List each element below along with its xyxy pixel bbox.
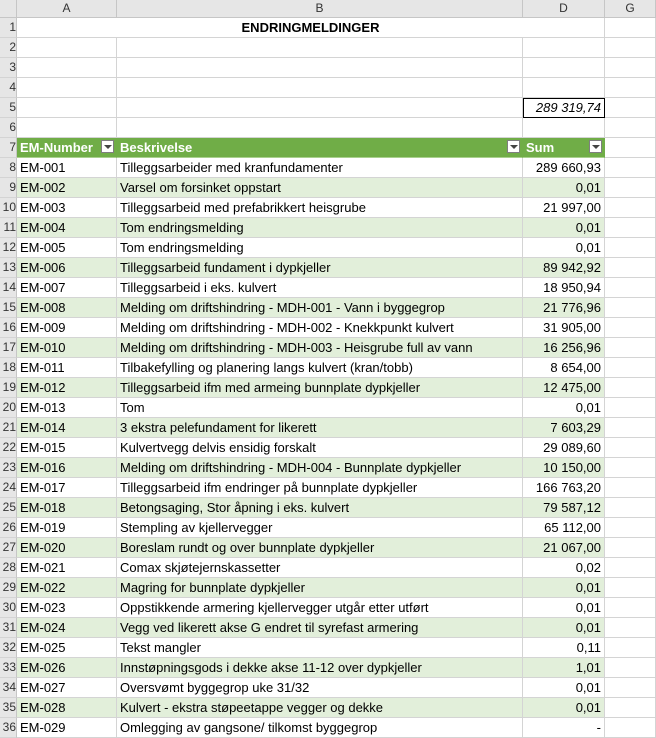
row-header[interactable]: 9 bbox=[0, 178, 17, 198]
filter-dropdown-icon[interactable] bbox=[101, 140, 114, 153]
sum-cell[interactable]: 12 475,00 bbox=[523, 378, 605, 398]
description-cell[interactable]: Tekst mangler bbox=[117, 638, 523, 658]
row-header[interactable]: 15 bbox=[0, 298, 17, 318]
grid-cell[interactable] bbox=[605, 698, 656, 718]
description-cell[interactable]: Tom endringsmelding bbox=[117, 218, 523, 238]
sum-cell[interactable]: 0,11 bbox=[523, 638, 605, 658]
sum-cell[interactable]: - bbox=[523, 718, 605, 738]
sum-cell[interactable]: 18 950,94 bbox=[523, 278, 605, 298]
grid-cell[interactable] bbox=[605, 638, 656, 658]
row-header[interactable]: 18 bbox=[0, 358, 17, 378]
grid-cell[interactable] bbox=[17, 58, 117, 78]
sum-cell[interactable]: 21 776,96 bbox=[523, 298, 605, 318]
sum-cell[interactable]: 0,01 bbox=[523, 598, 605, 618]
grid-cell[interactable] bbox=[605, 498, 656, 518]
em-number-cell[interactable]: EM-007 bbox=[17, 278, 117, 298]
header-sum-label: Sum bbox=[526, 140, 555, 155]
sum-cell[interactable]: 0,01 bbox=[523, 698, 605, 718]
grid-cell[interactable] bbox=[605, 138, 656, 158]
em-number-cell[interactable]: EM-028 bbox=[17, 698, 117, 718]
em-number-cell[interactable]: EM-003 bbox=[17, 198, 117, 218]
row-header[interactable]: 4 bbox=[0, 78, 17, 98]
column-header-d[interactable]: D bbox=[523, 0, 605, 18]
description-cell[interactable]: Tilleggsarbeid ifm endringer på bunnplate dypkjeller bbox=[117, 478, 523, 498]
row-header[interactable]: 12 bbox=[0, 238, 17, 258]
row-header[interactable]: 27 bbox=[0, 538, 17, 558]
grid-cell[interactable] bbox=[17, 38, 117, 58]
em-number-cell[interactable]: EM-014 bbox=[17, 418, 117, 438]
row-header[interactable]: 25 bbox=[0, 498, 17, 518]
row-header[interactable]: 20 bbox=[0, 398, 17, 418]
sum-cell[interactable]: 0,01 bbox=[523, 678, 605, 698]
grid-cell[interactable] bbox=[605, 518, 656, 538]
description-cell[interactable]: Melding om driftshindring - MDH-004 - Bunnplate dypkjeller bbox=[117, 458, 523, 478]
description-cell[interactable]: Tilleggsarbeid i eks. kulvert bbox=[117, 278, 523, 298]
grid-cell[interactable] bbox=[605, 18, 656, 38]
column-header-a[interactable]: A bbox=[17, 0, 117, 18]
grid-cell[interactable] bbox=[605, 58, 656, 78]
grid-cell[interactable] bbox=[605, 658, 656, 678]
grid-cell[interactable] bbox=[605, 258, 656, 278]
grid-cell[interactable] bbox=[523, 118, 605, 138]
row-header[interactable]: 17 bbox=[0, 338, 17, 358]
row-header[interactable]: 7 bbox=[0, 138, 17, 158]
em-number-cell[interactable]: EM-020 bbox=[17, 538, 117, 558]
grid-cell[interactable] bbox=[605, 78, 656, 98]
em-number-cell[interactable]: EM-025 bbox=[17, 638, 117, 658]
sum-cell[interactable]: 10 150,00 bbox=[523, 458, 605, 478]
grid-cell[interactable] bbox=[605, 198, 656, 218]
total-sum[interactable]: 289 319,74 bbox=[523, 98, 605, 118]
grid-cell[interactable] bbox=[605, 558, 656, 578]
header-beskrivelse[interactable] bbox=[117, 138, 523, 158]
em-number-cell[interactable]: EM-011 bbox=[17, 358, 117, 378]
sum-cell[interactable]: 8 654,00 bbox=[523, 358, 605, 378]
grid-cell[interactable] bbox=[605, 358, 656, 378]
grid-cell[interactable] bbox=[605, 118, 656, 138]
grid-cell[interactable] bbox=[117, 58, 523, 78]
grid-cell[interactable] bbox=[17, 78, 117, 98]
sum-cell[interactable]: 0,01 bbox=[523, 238, 605, 258]
grid-cell[interactable] bbox=[605, 538, 656, 558]
row-header[interactable]: 35 bbox=[0, 698, 17, 718]
em-number-cell[interactable]: EM-019 bbox=[17, 518, 117, 538]
sum-cell[interactable]: 21 997,00 bbox=[523, 198, 605, 218]
row-header[interactable]: 6 bbox=[0, 118, 17, 138]
grid-cell[interactable] bbox=[605, 98, 656, 118]
sum-cell[interactable]: 0,01 bbox=[523, 398, 605, 418]
column-header-g[interactable]: G bbox=[605, 0, 656, 18]
header-em-number-label: EM-Number bbox=[20, 140, 93, 155]
description-cell[interactable]: Melding om driftshindring - MDH-002 - Knekkpunkt kulvert bbox=[117, 318, 523, 338]
grid-cell[interactable] bbox=[605, 178, 656, 198]
grid-cell[interactable] bbox=[523, 78, 605, 98]
grid-cell[interactable] bbox=[605, 398, 656, 418]
em-number-cell[interactable]: EM-009 bbox=[17, 318, 117, 338]
description-cell[interactable]: Comax skjøtejernskassetter bbox=[117, 558, 523, 578]
description-cell[interactable]: Stempling av kjellervegger bbox=[117, 518, 523, 538]
description-cell[interactable]: Magring for bunnplate dypkjeller bbox=[117, 578, 523, 598]
em-number-cell[interactable]: EM-029 bbox=[17, 718, 117, 738]
description-cell[interactable]: Melding om driftshindring - MDH-001 - Vann i byggegrop bbox=[117, 298, 523, 318]
row-header[interactable]: 11 bbox=[0, 218, 17, 238]
description-cell[interactable]: Boreslam rundt og over bunnplate dypkjeller bbox=[117, 538, 523, 558]
sum-cell[interactable]: 31 905,00 bbox=[523, 318, 605, 338]
grid-cell[interactable] bbox=[523, 38, 605, 58]
row-header[interactable]: 33 bbox=[0, 658, 17, 678]
filter-dropdown-icon[interactable] bbox=[507, 140, 520, 153]
row-header[interactable]: 1 bbox=[0, 18, 17, 38]
description-cell[interactable]: 3 ekstra pelefundament for likerett bbox=[117, 418, 523, 438]
sum-cell[interactable]: 0,02 bbox=[523, 558, 605, 578]
grid-cell[interactable] bbox=[605, 338, 656, 358]
description-cell[interactable]: Oversvømt byggegrop uke 31/32 bbox=[117, 678, 523, 698]
sum-cell[interactable]: 0,01 bbox=[523, 578, 605, 598]
column-header-b[interactable]: B bbox=[117, 0, 523, 18]
grid-cell[interactable] bbox=[605, 418, 656, 438]
sum-cell[interactable]: 89 942,92 bbox=[523, 258, 605, 278]
row-header[interactable]: 31 bbox=[0, 618, 17, 638]
description-cell[interactable]: Kulvert - ekstra støpeetappe vegger og dekke bbox=[117, 698, 523, 718]
description-cell[interactable]: Tom bbox=[117, 398, 523, 418]
em-number-cell[interactable]: EM-013 bbox=[17, 398, 117, 418]
em-number-cell[interactable]: EM-005 bbox=[17, 238, 117, 258]
grid-cell[interactable] bbox=[605, 158, 656, 178]
sum-cell[interactable]: 16 256,96 bbox=[523, 338, 605, 358]
description-cell[interactable]: Tilleggsarbeid med prefabrikkert heisgrube bbox=[117, 198, 523, 218]
select-all-corner[interactable] bbox=[0, 0, 17, 18]
row-header[interactable]: 8 bbox=[0, 158, 17, 178]
description-cell[interactable]: Kulvertvegg delvis ensidig forskalt bbox=[117, 438, 523, 458]
grid-cell[interactable] bbox=[605, 478, 656, 498]
grid-cell[interactable] bbox=[17, 98, 117, 118]
row-header[interactable]: 10 bbox=[0, 198, 17, 218]
grid-cell[interactable] bbox=[605, 618, 656, 638]
sum-cell[interactable]: 79 587,12 bbox=[523, 498, 605, 518]
description-cell[interactable]: Varsel om forsinket oppstart bbox=[117, 178, 523, 198]
description-cell[interactable]: Innstøpningsgods i dekke akse 11-12 over dypkjeller bbox=[117, 658, 523, 678]
grid-cell[interactable] bbox=[605, 718, 656, 738]
description-cell[interactable]: Tilbakefylling og planering langs kulvert (kran/tobb) bbox=[117, 358, 523, 378]
sum-cell[interactable]: 0,01 bbox=[523, 178, 605, 198]
grid-cell[interactable] bbox=[605, 278, 656, 298]
em-number-cell[interactable]: EM-022 bbox=[17, 578, 117, 598]
em-number-cell[interactable]: EM-021 bbox=[17, 558, 117, 578]
row-header[interactable]: 3 bbox=[0, 58, 17, 78]
row-header[interactable]: 2 bbox=[0, 38, 17, 58]
description-cell[interactable]: Tilleggsarbeid ifm med armeing bunnplate dypkjeller bbox=[117, 378, 523, 398]
description-cell[interactable]: Omlegging av gangsone/ tilkomst byggegrop bbox=[117, 718, 523, 738]
grid-cell[interactable] bbox=[605, 218, 656, 238]
row-header[interactable]: 21 bbox=[0, 418, 17, 438]
sum-cell[interactable]: 29 089,60 bbox=[523, 438, 605, 458]
description-cell[interactable]: Tilleggsarbeider med kranfundamenter bbox=[117, 158, 523, 178]
description-cell[interactable]: Tilleggsarbeid fundament i dypkjeller bbox=[117, 258, 523, 278]
row-header[interactable]: 32 bbox=[0, 638, 17, 658]
grid-cell[interactable] bbox=[605, 318, 656, 338]
row-header[interactable]: 19 bbox=[0, 378, 17, 398]
sum-cell[interactable]: 0,01 bbox=[523, 218, 605, 238]
description-cell[interactable]: Vegg ved likerett akse G endret til syrefast armering bbox=[117, 618, 523, 638]
em-number-cell[interactable]: EM-001 bbox=[17, 158, 117, 178]
em-number-cell[interactable]: EM-017 bbox=[17, 478, 117, 498]
em-number-cell[interactable]: EM-004 bbox=[17, 218, 117, 238]
sum-cell[interactable]: 21 067,00 bbox=[523, 538, 605, 558]
row-header[interactable]: 36 bbox=[0, 718, 17, 738]
grid-cell[interactable] bbox=[605, 598, 656, 618]
em-number-cell[interactable]: EM-012 bbox=[17, 378, 117, 398]
grid-cell[interactable] bbox=[605, 678, 656, 698]
row-header[interactable]: 13 bbox=[0, 258, 17, 278]
description-cell[interactable]: Melding om driftshindring - MDH-003 - Heisgrube full av vann bbox=[117, 338, 523, 358]
filter-dropdown-icon[interactable] bbox=[589, 140, 602, 153]
grid-cell[interactable] bbox=[605, 238, 656, 258]
em-number-cell[interactable]: EM-026 bbox=[17, 658, 117, 678]
em-number-cell[interactable]: EM-015 bbox=[17, 438, 117, 458]
grid-cell[interactable] bbox=[117, 118, 523, 138]
grid-cell[interactable] bbox=[605, 378, 656, 398]
em-number-cell[interactable]: EM-027 bbox=[17, 678, 117, 698]
sum-cell[interactable]: 289 660,93 bbox=[523, 158, 605, 178]
row-header[interactable]: 22 bbox=[0, 438, 17, 458]
em-number-cell[interactable]: EM-010 bbox=[17, 338, 117, 358]
sum-cell[interactable]: 0,01 bbox=[523, 618, 605, 638]
header-sum[interactable] bbox=[523, 138, 605, 158]
row-header[interactable]: 23 bbox=[0, 458, 17, 478]
grid-cell[interactable] bbox=[605, 438, 656, 458]
sum-cell[interactable]: 1,01 bbox=[523, 658, 605, 678]
grid-cell[interactable] bbox=[117, 38, 523, 58]
row-header[interactable]: 30 bbox=[0, 598, 17, 618]
row-header[interactable]: 16 bbox=[0, 318, 17, 338]
grid-cell[interactable] bbox=[17, 118, 117, 138]
em-number-cell[interactable]: EM-016 bbox=[17, 458, 117, 478]
grid-cell[interactable] bbox=[117, 78, 523, 98]
em-number-cell[interactable]: EM-024 bbox=[17, 618, 117, 638]
grid-cell[interactable] bbox=[117, 98, 523, 118]
sum-cell[interactable]: 7 603,29 bbox=[523, 418, 605, 438]
em-number-cell[interactable]: EM-018 bbox=[17, 498, 117, 518]
description-cell[interactable]: Oppstikkende armering kjellervegger utgår etter utført bbox=[117, 598, 523, 618]
row-header[interactable]: 29 bbox=[0, 578, 17, 598]
row-header[interactable]: 28 bbox=[0, 558, 17, 578]
grid-cell[interactable] bbox=[605, 298, 656, 318]
sum-cell[interactable]: 166 763,20 bbox=[523, 478, 605, 498]
grid-cell[interactable] bbox=[523, 58, 605, 78]
sheet-title[interactable]: ENDRINGMELDINGER bbox=[17, 18, 605, 38]
description-cell[interactable]: Betongsaging, Stor åpning i eks. kulvert bbox=[117, 498, 523, 518]
em-number-cell[interactable]: EM-002 bbox=[17, 178, 117, 198]
em-number-cell[interactable]: EM-008 bbox=[17, 298, 117, 318]
description-cell[interactable]: Tom endringsmelding bbox=[117, 238, 523, 258]
row-header[interactable]: 24 bbox=[0, 478, 17, 498]
em-number-cell[interactable]: EM-023 bbox=[17, 598, 117, 618]
grid-cell[interactable] bbox=[605, 458, 656, 478]
grid-cell[interactable] bbox=[605, 38, 656, 58]
sum-cell[interactable]: 65 112,00 bbox=[523, 518, 605, 538]
row-header[interactable]: 5 bbox=[0, 98, 17, 118]
header-em-number[interactable] bbox=[17, 138, 117, 158]
row-header[interactable]: 34 bbox=[0, 678, 17, 698]
grid-cell[interactable] bbox=[605, 578, 656, 598]
em-number-cell[interactable]: EM-006 bbox=[17, 258, 117, 278]
header-beskrivelse-label: Beskrivelse bbox=[120, 140, 193, 155]
row-header[interactable]: 14 bbox=[0, 278, 17, 298]
row-header[interactable]: 26 bbox=[0, 518, 17, 538]
